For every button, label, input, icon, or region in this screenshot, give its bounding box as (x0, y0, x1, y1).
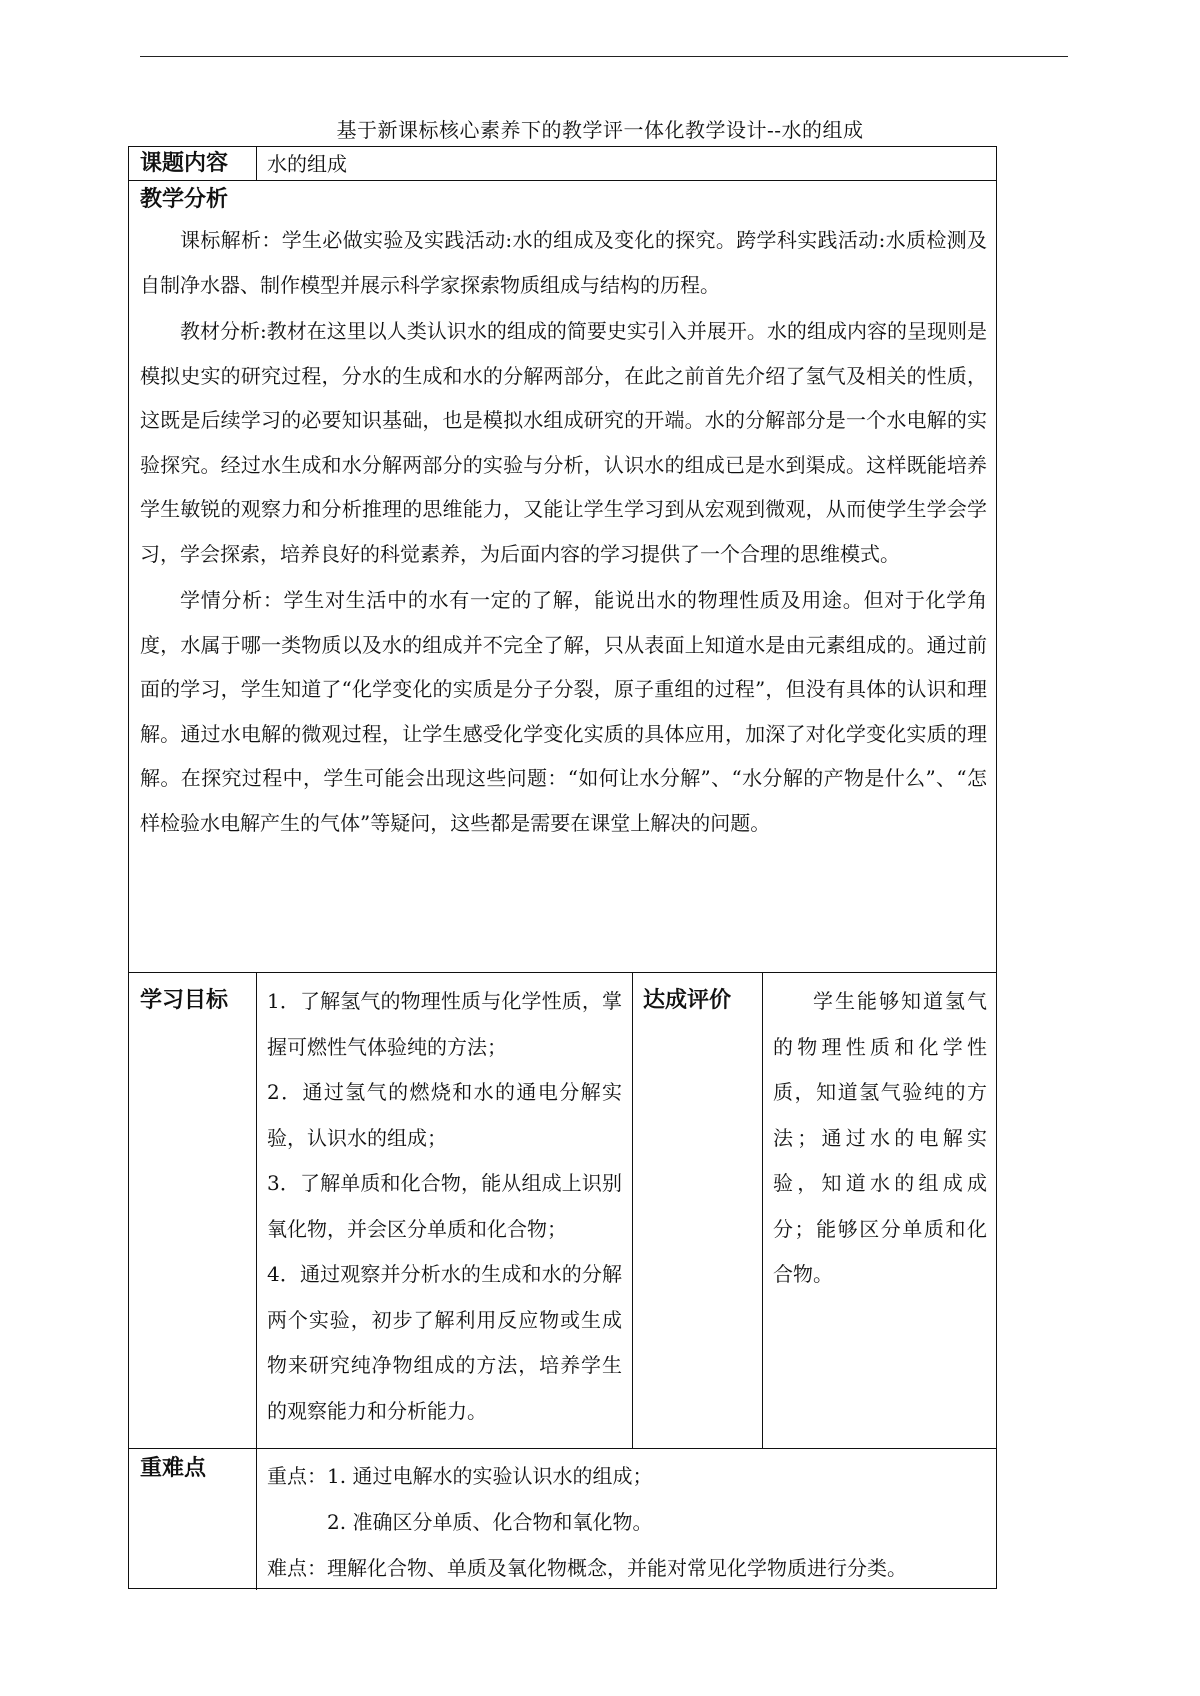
curriculum-analysis-paragraph: 课标解析：学生必做实验及实践活动:水的组成及变化的探究。跨学科实践活动:水质检测及自制净水器、制作模型并展示科学家探索物质组成与结构的历程。 (140, 228, 987, 297)
column-divider (632, 972, 633, 1448)
topic-label: 课题内容 (140, 151, 229, 176)
key-point-line: 2. 准确区分单质、化合物和氧化物。 (327, 1510, 653, 1534)
header-rule (140, 56, 1068, 57)
row-divider (129, 180, 996, 181)
column-divider (256, 147, 257, 180)
analysis-heading: 教学分析 (140, 187, 229, 212)
goal-item: 1．了解氢气的物理性质与化学性质，掌握可燃性气体验纯的方法； (267, 989, 622, 1059)
learning-goals-list (267, 979, 622, 1434)
learning-goals-label: 学习目标 (140, 988, 229, 1013)
key-points-cell (267, 1453, 987, 1591)
evaluation-cell (773, 979, 987, 1298)
student-analysis-paragraph: 学情分析：学生对生活中的水有一定的了解，能说出水的物理性质及用途。但对于化学角度，水属于哪一类物质以及水的组成并不完全了解，只从表面上知道水是由元素组成的。通过前面的学习，学生知道了“化学变化的实质是分子分裂，原子重组的过程”，但没有具体的认识和理解。通过水电解的微观过程，让学生感受化学变化实质的具体应用，加深了对化学变化实质的理解。在探究过程中，学生可能会出现这些问题：“如何让水分解”、“水分解的产物是什么”、“怎样检验水电解产生的气体”等疑问，这些都是需要在课堂上解决的问题。 (140, 588, 987, 835)
column-divider (256, 972, 257, 1590)
column-divider (762, 972, 763, 1448)
difficulty-line: 难点：理解化合物、单质及氧化物概念，并能对常见化学物质进行分类。 (267, 1556, 907, 1580)
goal-item: 2．通过氢气的燃烧和水的通电分解实验，认识水的组成； (267, 1080, 622, 1150)
analysis-body (140, 218, 987, 845)
topic-value: 水的组成 (267, 152, 347, 176)
row-divider (129, 1448, 996, 1449)
lesson-plan-table (128, 146, 997, 1589)
key-point-line: 重点：1. 通过电解水的实验认识水的组成； (267, 1464, 653, 1488)
goal-item: 3．了解单质和化合物，能从组成上识别氧化物，并会区分单质和化合物； (267, 1171, 622, 1241)
document-title: 基于新课标核心素养下的教学评一体化教学设计--水的组成 (336, 118, 864, 142)
evaluation-text: 学生能够知道氢气的物理性质和化学性质，知道氢气验纯的方法；通过水的电解实验，知道水的组成成分；能够区分单质和化合物。 (773, 989, 987, 1286)
goal-item: 4．通过观察并分析水的生成和水的分解两个实验，初步了解利用反应物或生成物来研究纯净物组成的方法，培养学生的观察能力和分析能力。 (267, 1262, 622, 1423)
row-divider (129, 972, 996, 973)
textbook-analysis-paragraph: 教材分析:教材在这里以人类认识水的组成的简要史实引入并展开。水的组成内容的呈现则是模拟史实的研究过程，分水的生成和水的分解两部分，在此之前首先介绍了氢气及相关的性质，这既是后续学习的必要知识基础，也是模拟水组成研究的开端。水的分解部分是一个水电解的实验探究。经过水生成和水分解两部分的实验与分析，认识水的组成已是水到渠成。这样既能培养学生敏锐的观察力和分析推理的思维能力，又能让学生学习到从宏观到微观，从而使学生学会学习，学会探索，培养良好的科觉素养，为后面内容的学习提供了一个合理的思维模式。 (140, 319, 987, 566)
evaluation-label: 达成评价 (643, 988, 732, 1013)
key-points-label: 重难点 (140, 1456, 207, 1481)
